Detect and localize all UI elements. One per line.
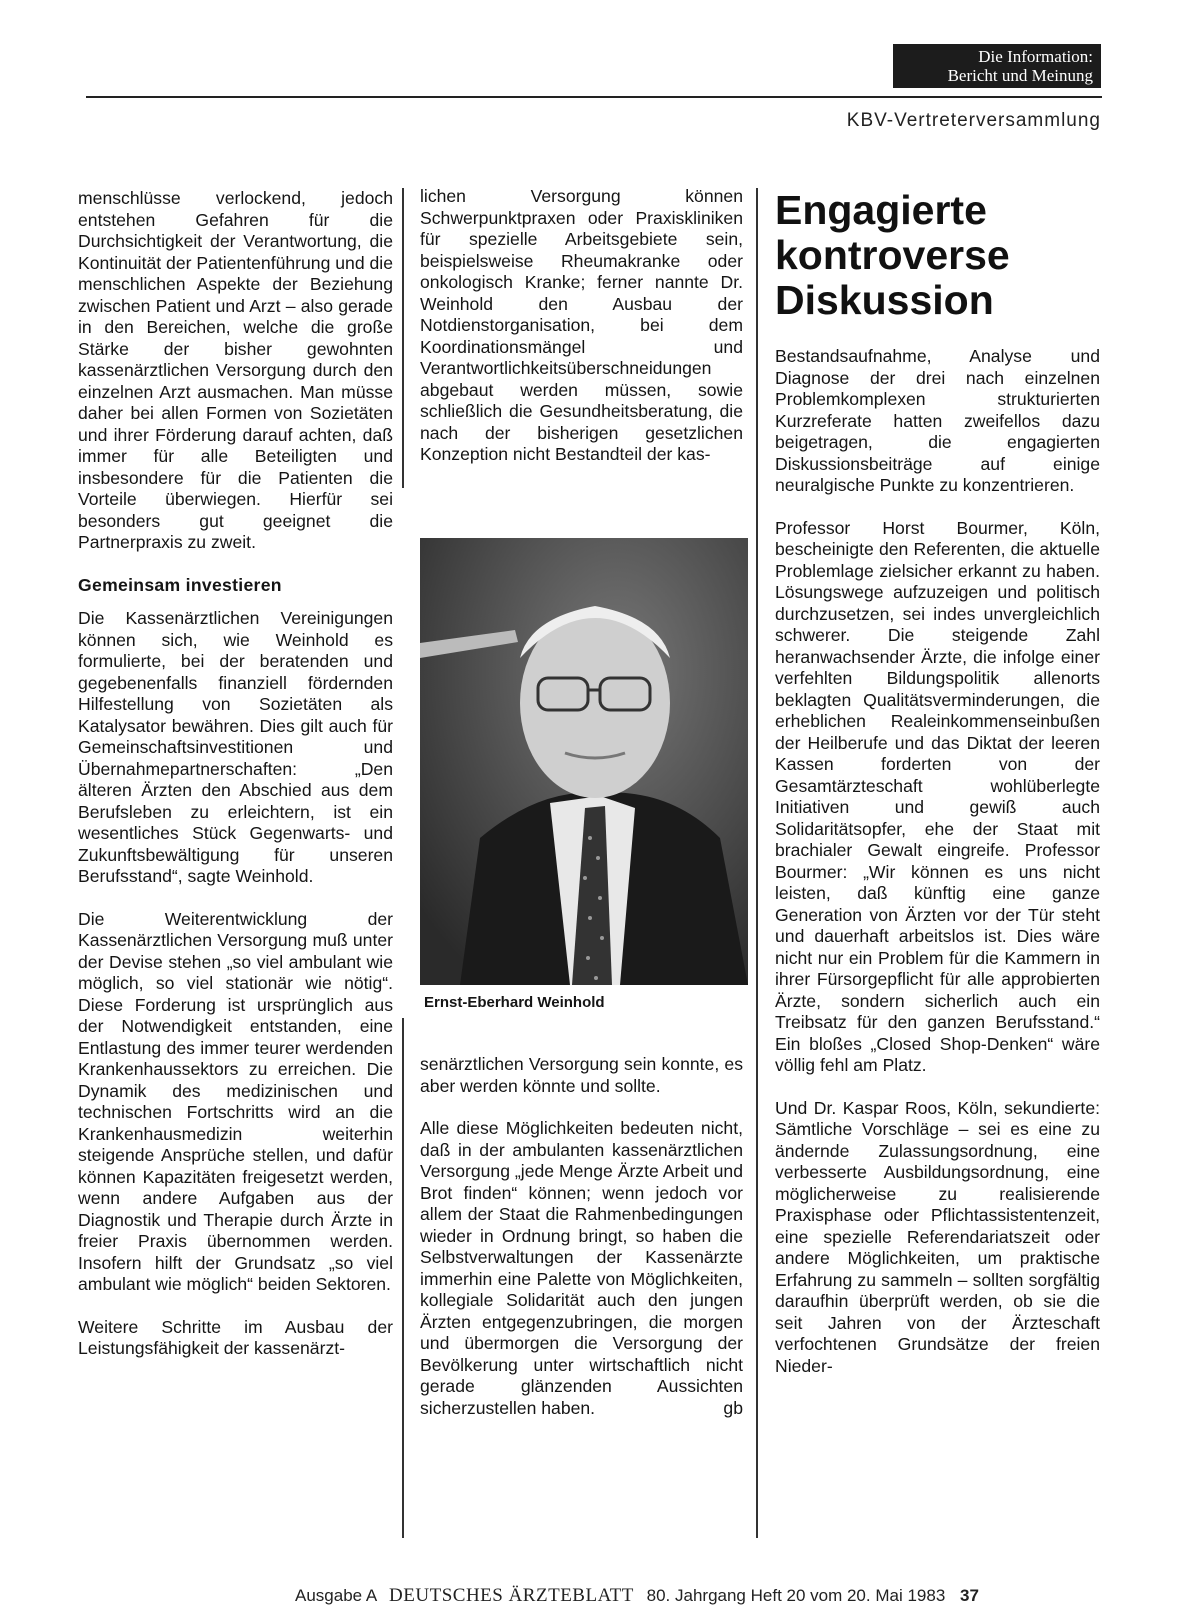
column-divider-1 xyxy=(402,188,404,488)
paragraph: Professor Horst Bourmer, Köln, bescheinigte den Referenten, die aktuelle Problemlage zielsicher erkannt zu haben. Lösungswege aufzuzeigen und politisch durchzusetzen, sei indes unvergleichlich schwerer. Die steigende Zahl heranwachsender Ärzte, die infolge einer verfehlten Bildungspolitik allenorts beklagten Qualitätsverminderungen, die erheblichen Realeinkommenseinbußen der Heilberufe und das Diktat der leeren Kassen forderten von der Gesamtärzteschaft wohlüberlegte Initiativen und gewiß auch Solidaritätsopfer, ehe der Staat mit brachialer Gewalt eingreife. Professor Bourmer: „Wir können es uns nicht leisten, daß künftig eine ganze Generation von Ärzten vor der Tür steht und dauerhaft arbeitslos ist. Dies wäre nicht nur ein Problem für die Kammern in ihrer Fürsorgepflicht für alle approbierten Ärzte, sondern sicherlich auch ein Treibsatz für den ganzen Berufsstand.“ Ein bloßes „Closed Shop-Denken“ wäre völlig fehl am Platz. xyxy=(775,517,1100,1075)
paragraph: senärztlichen Versorgung sein konnte, es aber werden könnte und sollte. xyxy=(420,1054,743,1096)
badge-line-1: Die Information: xyxy=(978,47,1093,66)
author-sign: gb xyxy=(723,1397,743,1418)
section-badge xyxy=(893,44,1101,88)
page-footer xyxy=(295,1585,979,1607)
badge-line-2: Bericht und Meinung xyxy=(947,66,1093,85)
paragraph: Bestandsaufnahme, Analyse und Diagnose der drei nach einzelnen Problemkomplexen strukturierten Kurzreferate hatten zweifellos dazu beigetragen, die engagierten Diskussionsbeiträge auf einige neuralgische Punkte zu konzentrieren. xyxy=(775,346,1100,495)
photo-caption: Ernst-Eberhard Weinhold xyxy=(424,994,605,1011)
column-divider-1b xyxy=(402,1018,404,1538)
footer-magazine: DEUTSCHES ÄRZTEBLATT xyxy=(389,1585,634,1606)
article-column-1 xyxy=(78,188,393,1381)
paragraph xyxy=(420,1118,743,1419)
paragraph-text: Alle diese Möglichkeiten bedeuten nicht, daß in der ambulanten kassenärztlichen Versorgung „jede Menge Ärzte Arbeit und Brot finden“ können; wenn jedoch vor allem der Staat die Rahmenbedingungen wieder in Ordnung bringt, so haben die Selbstverwaltungen der Kassenärzte immerhin eine Palette von Möglichkeiten, kollegiale Solidarität auch den jungen Ärzten entgegenzubringen, die morgen und übermorgen die Versorgung der Bevölkerung unter wirtschaftlich nicht gerade glänzenden Aussichten sicherzustellen haben. xyxy=(420,1118,743,1418)
article-column-2-bottom xyxy=(420,1054,743,1419)
column-divider-2 xyxy=(756,188,758,1538)
subheading: Gemeinsam investieren xyxy=(78,574,282,595)
paragraph: Die Weiterentwicklung der Kassenärztlichen Versorgung muß unter der Devise stehen „so viel ambulant wie möglich, so viel stationär wie nötig“. Diese Forderung ist ursprünglich aus der Notwendigkeit entstanden, eine Entlastung des immer teurer werdenden Krankenhaussektors zu erreichen. Die Dynamik des medizinischen und technischen Fortschritts wird an die Krankenhausmedizin weiterhin steigende Ansprüche stellen, und dafür können Kapazitäten freigesetzt werden, wenn andere Aufgaben aus der Diagnostik und Therapie durch Ärzte in freier Praxis übernommen werden. Insofern hilft der Grundsatz „so viel ambulant wie möglich“ beiden Sektoren. xyxy=(78,908,393,1294)
paragraph: Weitere Schritte im Ausbau der Leistungsfähigkeit der kassenärzt- xyxy=(78,1316,393,1358)
paragraph: Die Kassenärztlichen Vereinigungen können sich, wie Weinhold es formulierte, bei der beratenden und gegebenenfalls finanziell fördernden Hilfestellung von Sozietäten als Katalysator bewähren. Dies gilt auch für Gemeinschaftsinvestitionen und Übernahmepartnerschaften: „Den älteren Ärzten den Abschied aus dem Berufsleben zu erleichtern, ist ein wesentliches Stück Gegenwarts- und Zukunftsbewältigung für unseren Berufsstand“, sagte Weinhold. xyxy=(78,608,393,886)
portrait-illustration xyxy=(420,538,748,985)
header-rule xyxy=(86,96,1102,98)
article-column-3 xyxy=(775,346,1100,1398)
portrait-photo xyxy=(420,538,748,985)
paragraph: Und Dr. Kaspar Roos, Köln, sekundierte: Sämtliche Vorschläge – sei es eine zu ändernde Zulassungsordnung, eine verbesserte Ausbildungsordnung, eine möglicherweise zu realisierende Praxisphase oder Pflichtassistentenzeit, eine spezielle Referendariatszeit oder andere Möglichkeiten, um praktische Erfahrung zu sammeln – sollten sorgfältig daraufhin überprüft werden, ob sie die seit Jahren von der Ärzteschaft verfochtenen Grundsätze der freien Nieder- xyxy=(775,1097,1100,1376)
footer-issue: 80. Jahrgang Heft 20 vom 20. Mai 1983 xyxy=(646,1586,946,1605)
article-column-2-top xyxy=(420,186,743,487)
paragraph: menschlüsse verlockend, jedoch entstehen Gefahren für die Durchsichtigkeit der Verantwortung, die Kontinuität der Patientenführung und die menschlichen Aspekte der Beziehung zwischen Patient und Arzt – also gerade in den Bereichen, welche die große Stärke der bisher gewohnten kassenärztlichen Versorgung durch den einzelnen Arzt ausmachen. Man müsse daher bei allen Formen von Sozietäten und ihrer Förderung darauf achten, daß immer für alle Beteiligten und insbesondere für die Patienten die Vorteile überwiegen. Hierfür sei besonders gut geeignet die Partnerpraxis zu zweit. xyxy=(78,188,393,552)
footer-edition: Ausgabe A xyxy=(295,1586,377,1605)
article-headline: Engagierte kontroverse Diskussion xyxy=(775,187,1010,323)
section-title: KBV-Vertreterversammlung xyxy=(846,110,1101,131)
page-number: 37 xyxy=(960,1586,979,1605)
paragraph: lichen Versorgung können Schwerpunktpraxen oder Praxiskliniken für spezielle Arbeitsgebiete sein, beispielsweise Rheumakranke oder onkologisch Kranke; ferner nannte Dr. Weinhold den Ausbau der Notdienstorganisation, bei dem Koordinationsmängel und Verantwortlichkeitsüberschneidungen abgebaut werden müssen, sowie schließlich die Gesundheitsberatung, die nach der bisherigen gesetzlichen Konzeption nicht Bestandteil der kas- xyxy=(420,186,743,464)
